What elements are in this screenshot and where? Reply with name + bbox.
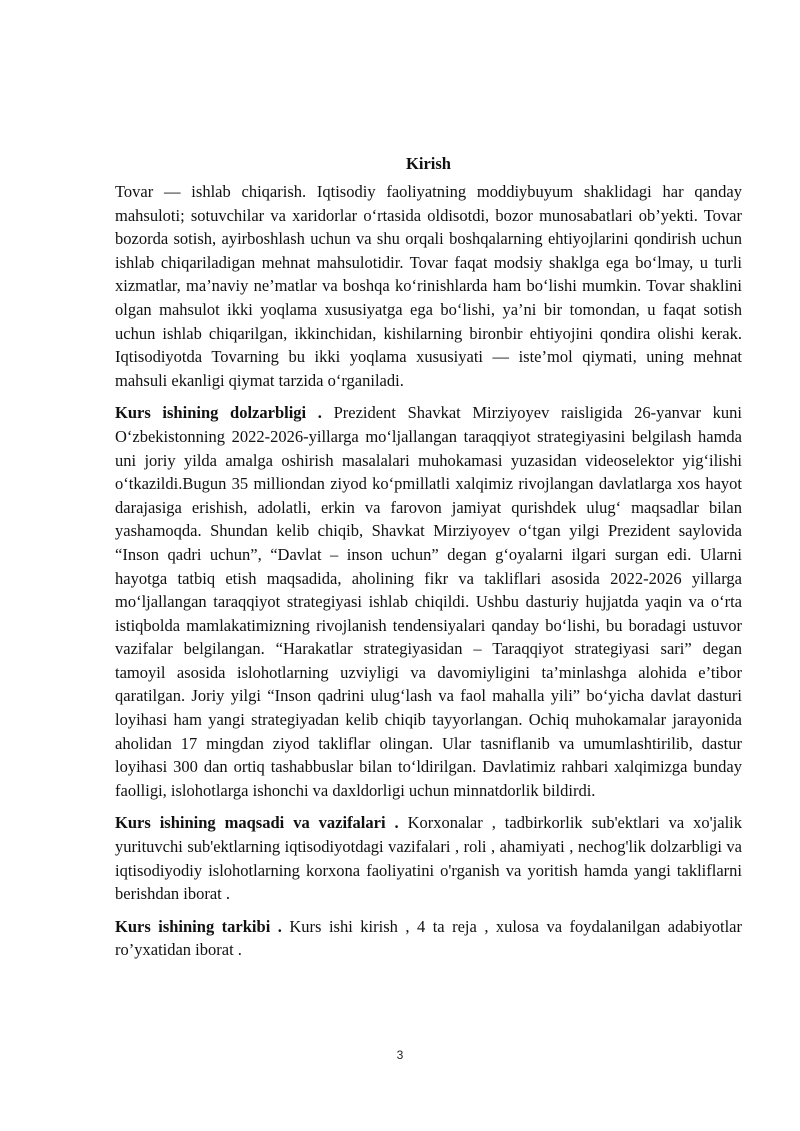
structure-text: Kurs ishi kirish , 4 ta reja , xulosa va foydalanilgan adabiyotlar ro’yxatidan iborat . bbox=[115, 916, 742, 960]
structure-label: Kurs ishining tarkibi . bbox=[115, 916, 282, 936]
page-number: 3 bbox=[396, 1048, 404, 1062]
page-title: Kirish bbox=[406, 154, 451, 173]
intro-paragraph: Tovar — ishlab chiqarish. Iqtisodiy faoliyatning moddiybuyum shaklidagi har qanday mahsuloti; sotuvchilar va xaridorlar o‘rtasida oldisotdi, bozor munosabatlari ob’yekti. Tovar bozorda sotish, ayirboshlash uchun va shu orqali boshqalarning ehtiyojlarini qondirish uchun ishlab chiqariladigan mehnat mahsulotidir. Tovar faqat modsiy shaklga ega bo‘lmay, u turli xizmatlar, ma’naviy ne’matlar va boshqa ko‘rinishlarda ham bo‘lishi mumkin. Tovar shaklini olgan mahsulot ikki yoqlama xususiyatga ega bo‘lishi, ya’ni bir tomondan, u faqat sotish uchun ishlab chiqarilgan, ikkinchidan, kishilarning bironbir ehtiyojini qondira olishi kerak. Iqtisodiyotda Tovarning bu ikki yoqlama xususiyati — iste’mol qiymati, uning mehnat mahsuli ekanligi qiymat tarzida o‘rganiladi. bbox=[115, 182, 742, 390]
goals-label: Kurs ishining maqsadi va vazifalari . bbox=[115, 813, 399, 833]
goals-paragraph bbox=[115, 811, 742, 905]
structure-paragraph bbox=[115, 915, 742, 962]
relevance-text: Prezident Shavkat Mirziyoyev raisligida 26-yanvar kuni O‘zbekistonning 2022-2026-yillarga mo‘ljallangan taraqqiyot strategiyasini belgilash hamda uni joriy yilda amalga oshirish masalalari muhokamasi yuzasidan videoselektor yig‘ilishi o‘tkazildi.Bugun 35 milliondan ziyod ko‘pmillatli xalqimiz rivojlangan davlatlarga xos hayot darajasiga erishish, adolatli, erkin va farovon jamiyat qurishdek ulug‘ maqsadlar bilan yashamoqda. Shundan kelib chiqib, Shavkat Mirziyoyev o‘tgan yilgi Prezident saylovida “Inson qadri uchun”, “Davlat – inson uchun” degan g‘oyalarni ilgari surgan edi. Ularni hayotga tatbiq etish maqsadida, aholining fikr va takliflari asosida 2022-2026 yillarga mo‘ljallangan taraqqiyot strategiyasi ishlab chiqildi. Ushbu dasturiy hujjatda yaqin va o‘rta istiqbolda mamlakatimizning rivojlanish tendensiyalari qanday bo‘lishi, bu boradagi ustuvor vazifalar belgilangan. “Harakatlar strategiyasidan – Taraqqiyot strategiyasi sari” degan tamoyil asosida islohotlarning uzviyligi va davomiyligini ta’minlashga alohida e’tibor qaratilgan. Joriy yilgi “Inson qadrini ulug‘lash va faol mahalla yili” bo‘yicha davlat dasturi loyihasi ham yangi strategiyadan kelib chiqib tayyorlangan. Ochiq muhokamalar jarayonida aholidan 17 mingdan ziyod takliflar olingan. Ular tasniflanib va umumlashtirilib, dastur loyihasi 300 dan ortiq tashabbuslar bilan to‘ldirilgan. Davlatimiz rahbari xalqimizga bunday faolligi, islohotlarga ishonchi va daxldorligi uchun minnatdorlik bildirdi. bbox=[115, 403, 742, 800]
relevance-label: Kurs ishining dolzarbligi . bbox=[115, 403, 322, 423]
document-page bbox=[115, 152, 742, 971]
goals-text: Korxonalar , tadbirkorlik sub'ektlari va xo'jalik yurituvchi sub'ektlarning iqtisodiyotdagi vazifalari , roli , ahamiyati , nechog'lik dolzarbligi va iqtisodiyodiy islohotlarning korxona faoliyatini o'rganish va yoritish hamda yangi takliflarni berishdan iborat . bbox=[115, 813, 742, 904]
relevance-paragraph bbox=[115, 401, 742, 802]
